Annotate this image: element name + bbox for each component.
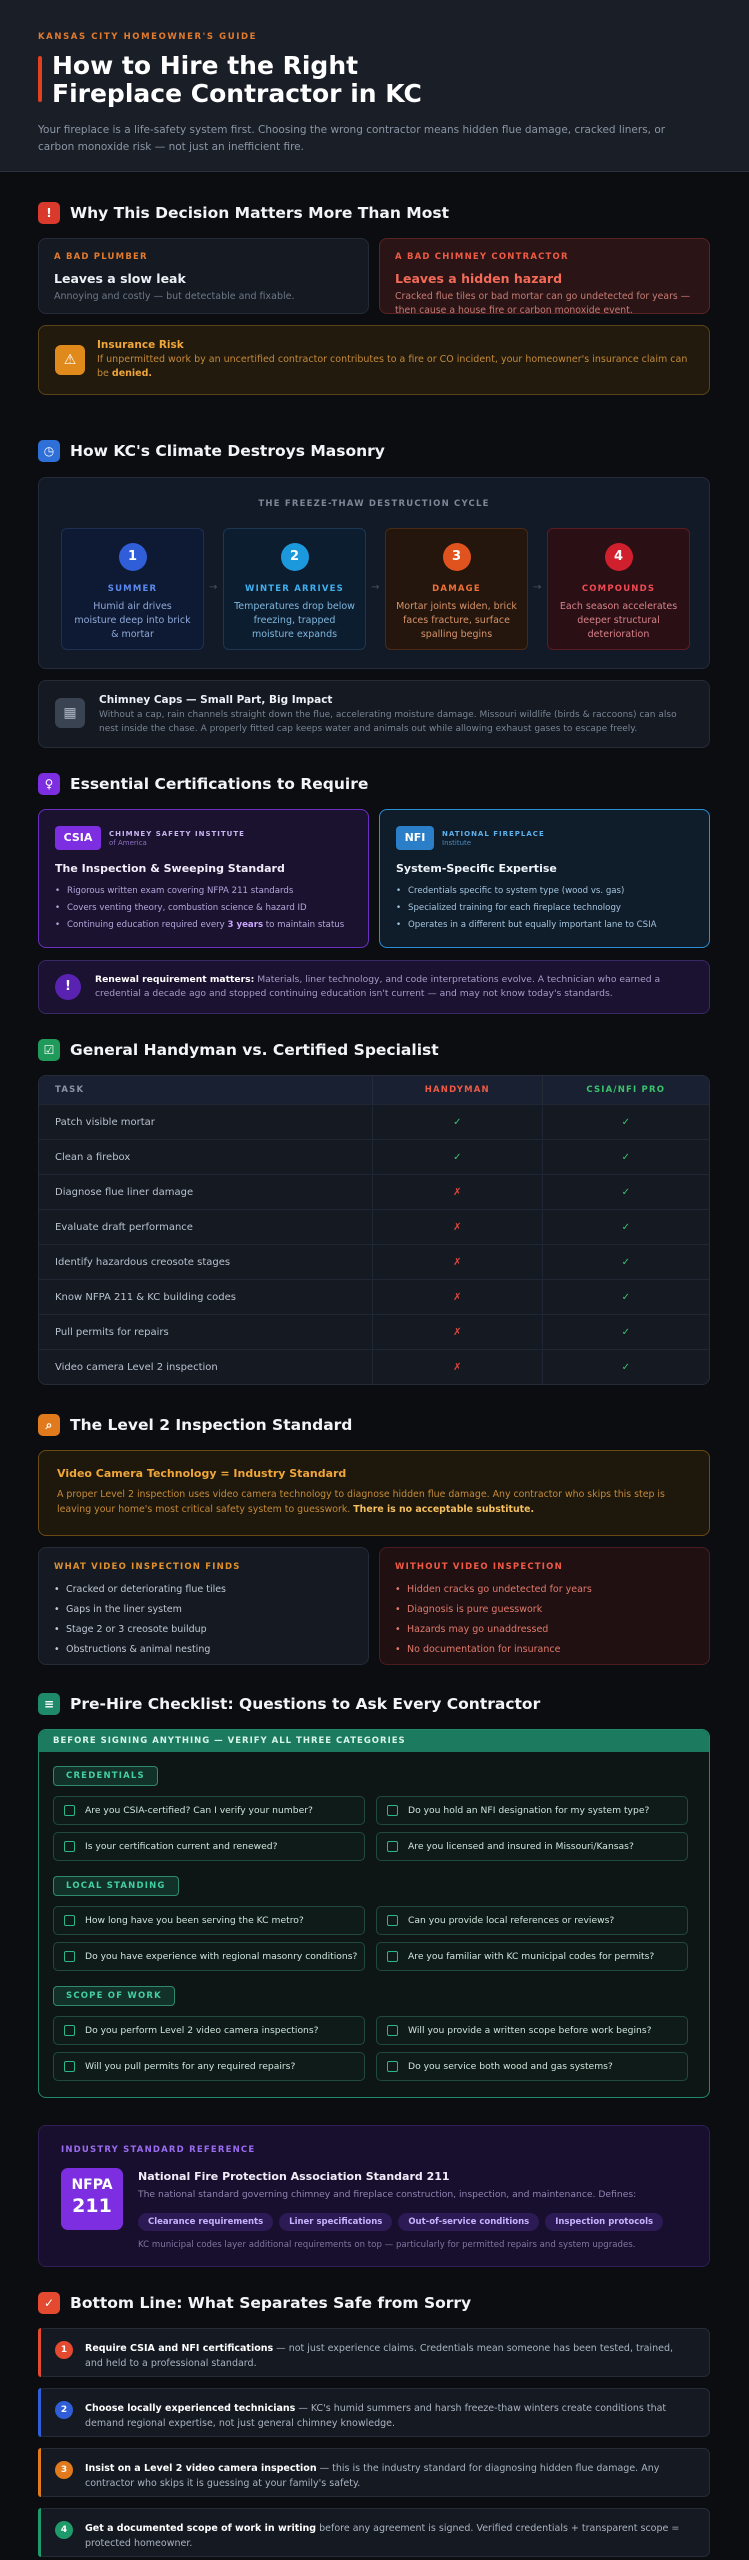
hero-subtitle: Your fireplace is a life-safety system first. Choosing the wrong contractor means hidden flue damage, cracked liners, or carbon monoxide risk — not just an inefficient fire.	[38, 124, 666, 153]
cycle-step: 1 SUMMER Humid air drives moisture deep into brick & mortar	[61, 528, 204, 650]
checklist-question[interactable]: Do you service both wood and gas systems?	[376, 2052, 688, 2081]
checkbox-icon[interactable]	[64, 2061, 75, 2072]
video-finds-card: WHAT VIDEO INSPECTION FINDS • Cracked or deteriorating flue tiles • Gaps in the liner system • Stage 2 or 3 creosote buildup • Obstructions & animal nesting	[38, 1547, 369, 1665]
checkbox-icon[interactable]	[64, 2025, 75, 2036]
section-certifications: ♀ Essential Certifications to Require CSIA CHIMNEY SAFETY INSTITUTE of America The Inspection & Sweeping Standard • Rigorous written exam covering NFPA 211 standards • Covers venting theory, combustion science & hazard ID • Continuing education required every 3 years to maintain status NFI NATIONAL FIREPLACE Institute System-Specific Expertise • Credentials specific to system type (wood vs. gas) • Specialized training for each fireplace technology • Operates in a different but equally important lane to CSIA ! Renewal requirement matters: Materials, liner technology, and code interpretations evolve. A technician who earned a credential a decade ago and stopped continuing education isn't current — and may not know today's standards.	[38, 772, 710, 796]
hero-kicker: KANSAS CITY HOMEOWNER'S GUIDE	[38, 32, 258, 42]
cycle-step: 2 WINTER ARRIVES Temperatures drop below freezing, trapped moisture expands	[223, 528, 366, 650]
bottom-line-item: 4 Get a documented scope of work in writing before any agreement is signed. Verified credentials + transparent scope = protected homeowner.	[38, 2508, 710, 2557]
list-item: • Stage 2 or 3 creosote buildup	[54, 1620, 353, 1640]
checkbox-icon[interactable]	[387, 2025, 398, 2036]
standard-pill: Inspection protocols	[545, 2213, 663, 2231]
table-header: TASK HANDYMAN CSIA/NFI PRO	[39, 1076, 709, 1104]
list-icon: ≡	[38, 1693, 60, 1715]
section-checklist: ≡ Pre-Hire Checklist: Questions to Ask Every Contractor BEFORE SIGNING ANYTHING — VERIFY ALL THREE CATEGORIES CREDENTIALS Are you CSIA-certified? Can I verify your number? Do you hold an NFI designation for my system type? Is your certification current and renewed? Are you licensed and insured in Missouri/Kansas? LOCAL STANDING How long have you been serving the KC metro? Can you provide local references or reviews? Do you have experience with regional masonry conditions? Are you familiar with KC municipal codes for permits? SCOPE OF WORK Do you perform Level 2 video camera inspections? Will you provide a written scope before work begins? Will you pull permits for any required repairs? Do you service both wood and gas systems?	[38, 1692, 710, 1716]
section-climate: ◷ How KC's Climate Destroys Masonry THE FREEZE-THAW DESTRUCTION CYCLE 1 SUMMER Humid air drives moisture deep into brick & mortar → 2 WINTER ARRIVES Temperatures drop below freezing, trapped moisture expands → 3 DAMAGE Mortar joints widen, brick faces fracture, surface spalling begins → 4 COMPOUNDS Each season accelerates deeper structural deterioration ▦ Chimney Caps — Small Part, Big Impact Without a cap, rain channels straight down the flue, accelerating moisture damage. Missouri wildlife (birds & raccoons) can also nest inside the chase. A properly fitted cap keeps water and animals out while allowing exhaust gases to escape freely.	[38, 439, 710, 463]
checkbox-icon[interactable]	[64, 1915, 75, 1926]
page-title: How to Hire the Right Fireplace Contractor in KC	[38, 52, 711, 108]
cycle-step: 4 COMPOUNDS Each season accelerates deeper structural deterioration	[547, 528, 690, 650]
checklist-question[interactable]: Are you familiar with KC municipal codes for permits?	[376, 1942, 688, 1971]
checklist-question[interactable]: Do you have experience with regional masonry conditions?	[53, 1942, 365, 1971]
nfi-badge: NFI	[396, 826, 434, 850]
checklist-question[interactable]: Are you CSIA-certified? Can I verify your number?	[53, 1796, 365, 1825]
checklist-category: SCOPE OF WORK	[53, 1986, 175, 2006]
certificate-icon: ♀	[38, 773, 60, 795]
bottom-line-item: 1 Require CSIA and NFI certifications — not just experience claims. Credentials mean someone has been tested, trained, and held to a professional standard.	[38, 2328, 710, 2377]
checkbox-icon[interactable]	[387, 1841, 398, 1852]
list-item: • Diagnosis is pure guesswork	[395, 1600, 694, 1620]
exclamation-icon: !	[55, 974, 81, 1000]
checklist-question[interactable]: Are you licensed and insured in Missouri/Kansas?	[376, 1832, 688, 1861]
csia-card: CSIA CHIMNEY SAFETY INSTITUTE of America The Inspection & Sweeping Standard • Rigorous written exam covering NFPA 211 standards • Covers venting theory, combustion science & hazard ID • Continuing education required every 3 years to maintain status	[38, 809, 369, 948]
standard-pill: Clearance requirements	[138, 2213, 273, 2231]
search-icon: ⌕	[38, 1414, 60, 1436]
checkbox-icon[interactable]	[387, 1915, 398, 1926]
section-decision-matters	[38, 201, 710, 379]
cycle-step: 3 DAMAGE Mortar joints widen, brick faces fracture, surface spalling begins	[385, 528, 528, 650]
alert-icon: !	[38, 202, 60, 224]
list-item: • Gaps in the liner system	[54, 1600, 353, 1620]
check-badge-icon: ✓	[38, 2292, 60, 2314]
checkbox-icon[interactable]	[387, 2061, 398, 2072]
section-title: Why This Decision Matters More Than Most	[70, 204, 449, 222]
section-bottom-line: ✓ Bottom Line: What Separates Safe from Sorry 1 Require CSIA and NFI certifications — not just experience claims. Credentials mean someone has been tested, trained, and held to a professional standard. 2 Choose locally experienced technicians — KC's humid summers and harsh freeze-thaw winters create conditions that demand regional expertise, not just general chimney knowledge. 3 Insist on a Level 2 video camera inspection — this is the industry standard for diagnosing hidden flue damage. Any contractor who skips it is guessing at your family's safety. 4 Get a documented scope of work in writing before any agreement is signed. Verified credentials + transparent scope = protected homeowner.	[38, 2291, 710, 2315]
chimney-caps-card: ▦ Chimney Caps — Small Part, Big Impact Without a cap, rain channels straight down the flue, accelerating moisture damage. Missouri wildlife (birds & raccoons) can also nest inside the chase. A properly fitted cap keeps water and animals out while allowing exhaust gases to escape freely.	[38, 680, 710, 748]
standard-pill: Liner specifications	[279, 2213, 392, 2231]
nfpa-badge: NFPA 211	[61, 2168, 123, 2230]
checkbox-icon[interactable]	[64, 1951, 75, 1962]
table-row: Clean a firebox ✓ ✓	[39, 1139, 709, 1174]
checklist-question[interactable]: Will you provide a written scope before work begins?	[376, 2016, 688, 2045]
warning-icon: ⚠	[55, 345, 85, 375]
table-row: Identify hazardous creosote stages ✗ ✓	[39, 1244, 709, 1279]
checkbox-icon[interactable]	[387, 1805, 398, 1816]
freeze-thaw-cycle: THE FREEZE-THAW DESTRUCTION CYCLE 1 SUMMER Humid air drives moisture deep into brick & mortar → 2 WINTER ARRIVES Temperatures drop below freezing, trapped moisture expands → 3 DAMAGE Mortar joints widen, brick faces fracture, surface spalling begins → 4 COMPOUNDS Each season accelerates deeper structural deterioration	[38, 477, 710, 669]
bad-plumber-card: A BAD PLUMBER Leaves a slow leak Annoying and costly — but detectable and fixable.	[38, 238, 369, 314]
checklist-question[interactable]: Is your certification current and renewed?	[53, 1832, 365, 1861]
video-camera-card: Video Camera Technology = Industry Standard A proper Level 2 inspection uses video camera technology to diagnose hidden flue damage. Any contractor who skips this step is leaving your home's most critical safety system to guesswork. There is no acceptable substitute.	[38, 1450, 710, 1536]
list-item: • Hazards may go unaddressed	[395, 1620, 694, 1640]
table-row: Know NFPA 211 & KC building codes ✗ ✓	[39, 1279, 709, 1314]
layout-icon: ▦	[55, 698, 85, 728]
hero-header	[0, 0, 749, 172]
checklist-question[interactable]: Can you provide local references or reviews?	[376, 1906, 688, 1935]
bottom-line-item: 3 Insist on a Level 2 video camera inspection — this is the industry standard for diagnosing hidden flue damage. Any contractor who skips it is guessing at your family's safety.	[38, 2448, 710, 2497]
insurance-risk-card: ⚠ Insurance Risk If unpermitted work by an uncertified contractor contributes to a fire or CO incident, your homeowner's insurance claim can be denied.	[38, 325, 710, 395]
section-level2: ⌕ The Level 2 Inspection Standard Video Camera Technology = Industry Standard A proper Level 2 inspection uses video camera technology to diagnose hidden flue damage. Any contractor who skips this step is leaving your home's most critical safety system to guesswork. There is no acceptable substitute. WHAT VIDEO INSPECTION FINDS • Cracked or deteriorating flue tiles • Gaps in the liner system • Stage 2 or 3 creosote buildup • Obstructions & animal nesting WITHOUT VIDEO INSPECTION • Hidden cracks go undetected for years • Diagnosis is pure guesswork • Hazards may go unaddressed • No documentation for insurance	[38, 1413, 710, 1437]
checkbox-icon[interactable]	[387, 1951, 398, 1962]
list-item: • No documentation for insurance	[395, 1640, 694, 1660]
checklist-card: BEFORE SIGNING ANYTHING — VERIFY ALL THREE CATEGORIES CREDENTIALS Are you CSIA-certified? Can I verify your number? Do you hold an NFI designation for my system type? Is your certification current and renewed? Are you licensed and insured in Missouri/Kansas? LOCAL STANDING How long have you been serving the KC metro? Can you provide local references or reviews? Do you have experience with regional masonry conditions? Are you familiar with KC municipal codes for permits? SCOPE OF WORK Do you perform Level 2 video camera inspections? Will you provide a written scope before work begins? Will you pull permits for any required repairs? Do you service both wood and gas systems?	[38, 1729, 710, 2098]
nfpa-reference-card: INDUSTRY STANDARD REFERENCE NFPA 211 National Fire Protection Association Standard 211 The national standard governing chimney and fireplace construction, inspection, and maintenance. Defines: Clearance requirements Liner specifications Out-of-service conditions Inspection protocols KC municipal codes layer additional requirements on top — particularly for permitted repairs and system upgrades.	[38, 2125, 710, 2267]
renewal-card: ! Renewal requirement matters: Materials, liner technology, and code interpretations evolve. A technician who earned a credential a decade ago and stopped continuing education isn't current — and may not know today's standards.	[38, 960, 710, 1014]
section-comparison: ☑ General Handyman vs. Certified Specialist TASK HANDYMAN CSIA/NFI PRO Patch visible mortar ✓ ✓ Clean a firebox ✓ ✓ Diagnose flue liner damage ✗ ✓ Evaluate draft performance ✗ ✓ Identify hazardous creosote stages ✗ ✓ Know NFPA 211 & KC building codes ✗ ✓ Pull permits for repairs ✗ ✓ Video camera Level 2 inspection ✗ ✓	[38, 1038, 710, 1062]
checkbox-icon[interactable]	[64, 1841, 75, 1852]
without-video-card: WITHOUT VIDEO INSPECTION • Hidden cracks go undetected for years • Diagnosis is pure guesswork • Hazards may go unaddressed • No documentation for insurance	[379, 1547, 710, 1665]
checkbox-icon[interactable]	[64, 1805, 75, 1816]
bottom-line-item: 2 Choose locally experienced technicians — KC's humid summers and harsh freeze-thaw winters create conditions that demand regional expertise, not just general chimney knowledge.	[38, 2388, 710, 2437]
checklist-question[interactable]: Do you perform Level 2 video camera inspections?	[53, 2016, 365, 2045]
checkbox-icon: ☑	[38, 1039, 60, 1061]
checklist-question[interactable]: How long have you been serving the KC metro?	[53, 1906, 365, 1935]
list-item: • Hidden cracks go undetected for years	[395, 1580, 694, 1600]
nfi-card: NFI NATIONAL FIREPLACE Institute System-Specific Expertise • Credentials specific to system type (wood vs. gas) • Specialized training for each fireplace technology • Operates in a different but equally important lane to CSIA	[379, 809, 710, 948]
standard-pill: Out-of-service conditions	[398, 2213, 539, 2231]
clock-icon: ◷	[38, 440, 60, 462]
list-item: • Cracked or deteriorating flue tiles	[54, 1580, 353, 1600]
checklist-category: LOCAL STANDING	[53, 1876, 179, 1896]
csia-badge: CSIA	[55, 826, 101, 850]
checklist-question[interactable]: Will you pull permits for any required repairs?	[53, 2052, 365, 2081]
bad-chimney-card: A BAD CHIMNEY CONTRACTOR Leaves a hidden hazard Cracked flue tiles or bad mortar can go undetected for years — then cause a house fire or carbon monoxide event.	[379, 238, 710, 314]
table-row: Evaluate draft performance ✗ ✓	[39, 1209, 709, 1244]
table-row: Diagnose flue liner damage ✗ ✓	[39, 1174, 709, 1209]
list-item: • Obstructions & animal nesting	[54, 1640, 353, 1660]
table-row: Video camera Level 2 inspection ✗ ✓	[39, 1349, 709, 1384]
checklist-question[interactable]: Do you hold an NFI designation for my system type?	[376, 1796, 688, 1825]
table-row: Pull permits for repairs ✗ ✓	[39, 1314, 709, 1349]
checklist-category: CREDENTIALS	[53, 1766, 158, 1786]
table-row: Patch visible mortar ✓ ✓	[39, 1104, 709, 1139]
comparison-table	[38, 1075, 710, 1385]
